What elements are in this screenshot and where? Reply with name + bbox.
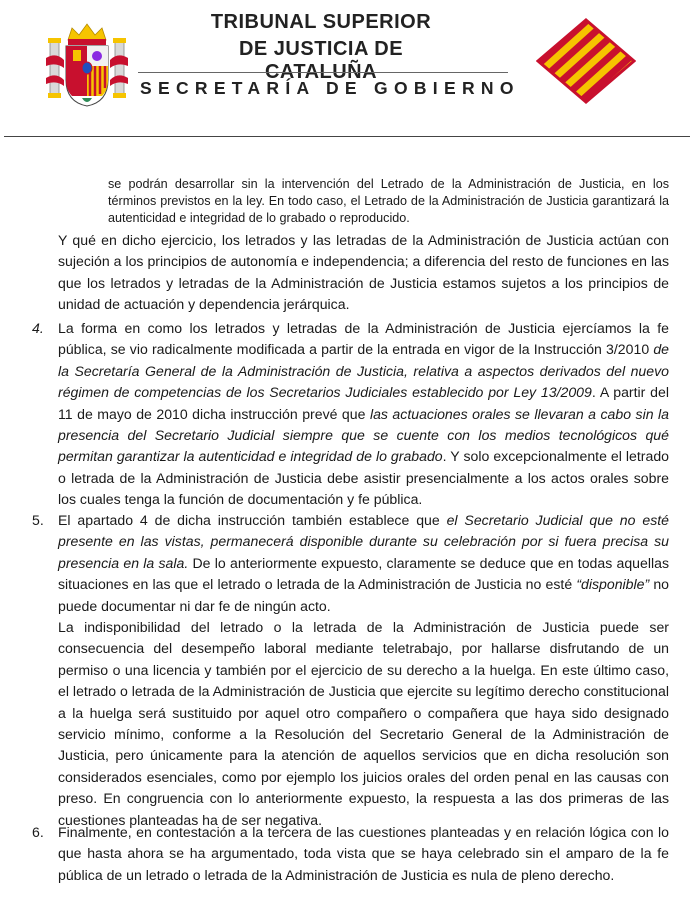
item-number-6: 6. (32, 824, 44, 840)
header-title-line2: DE JUSTICIA DE CATALUÑA (238, 38, 404, 83)
paragraph-indisponibilidad: La indisponibilidad del letrado o la letrada de la Administración de Justicia puede ser consecuencia del desempeño laboral mediante teletrabajo, por hallarse disfrutando de un permiso o una licencia y también por el ejercicio de su derecho a la huelga. En este último caso, el letrado o letrada de la Administración de Justicia que ejercite su legítimo derecho constitucional a la huelga será sustituido por aquel otro compañero o compañera que haya sido designado servicio mínimo, conforme a la Resolución del Secretario General de la Administración de Justicia, pero únicamente para la atención de aquellos servicios que en dicha resolución son considerados esenciales, como por ejemplo los juicios orales del orden penal en las causas con preso. En congruencia con lo anteriormente expuesto, la respuesta a las dos primeras de las cuestiones planteadas ha de ser negativa. (58, 619, 669, 828)
spain-coat-of-arms-icon (46, 22, 128, 108)
p5-italic-1: el Secretario Judicial que no esté presente en las vistas, permanecerá disponible durante su celebración por si fuera precisa su presencia en la sala. (58, 512, 669, 571)
item-number-4: 4. (32, 320, 44, 336)
p5-italic-2: “disponible” (576, 576, 650, 593)
header-bottom-rule (4, 136, 690, 137)
item-number-5: 5. (32, 512, 44, 528)
p4-italic-2: las actuaciones orales se llevaran a cabo sin la presencia del Secretario Judicial siempre que se cuente con los medios tecnológicos qué permitan garantizar la autenticidad e integridad de lo grabado (58, 405, 670, 465)
p5-text-1: El apartado 4 de dicha instrucción también establece que (58, 512, 447, 528)
paragraph-5 (58, 510, 669, 617)
paragraph-6: Finalmente, en contestación a la tercera de las cuestiones planteadas y en relación lógica con lo que hasta ahora se ha argumentado, toda vista que se haya celebrado sin el amparo de la fe pública de un letrado o letrada de la Administración de Justicia es nula de pleno derecho. (58, 824, 669, 883)
header-title-line1: TRIBUNAL SUPERIOR (210, 11, 432, 33)
paragraph-4 (58, 318, 669, 511)
paragraph-intro: Y qué en dicho ejercicio, los letrados y las letradas de la Administración de Justicia actúan con sujeción a los principios de autonomía e independencia; a diferencia del resto de funciones en las que los letrados y letradas de la Administración de Justicia estamos sujetos a los principios de unidad de actuación y dependencia jerárquica. (58, 232, 669, 313)
header-subtitle: SECRETARÍA DE GOBIERNO (140, 78, 520, 98)
quoted-text: se podrán desarrollar sin la intervención del Letrado de la Administración de Justicia, en los términos previstos en la ley. En todo caso, el Letrado de la Administración de Justicia garantizará la autenticidad e integridad de lo grabado o reproducido. (108, 177, 669, 226)
catalan-flag-diamond-icon (536, 18, 636, 104)
p4-text-3: . Y solo excepcionalmente el letrado o letrada de la Administración de Justicia debe asistir presencialmente a los actos orales sobre los cuales tenga la función de documentación y fe pública. (58, 448, 669, 508)
p4-text-2: . A partir del 11 de mayo de 2010 dicha instrucción prevé que (58, 384, 669, 422)
header-divider (138, 72, 508, 73)
p4-italic-1: de la Secretaría General de la Administración de Justicia, relativa a aspectos derivados del nuevo régimen de competencias de los Secretarios Judiciales establecido por Ley 13/2009 (58, 341, 669, 401)
p5-text-3: no puede documentar ni dar fe de ningún acto. (58, 576, 670, 614)
p5-text-2: De lo anteriormente expuesto, claramente se deduce que en todas aquellas situaciones en las que el letrado o letrada de la Administración de Justicia no esté (58, 554, 669, 593)
p4-text-1: La forma en como los letrados y letradas de la Administración de Justicia ejercíamos la fe pública, se vio radicalmente modificada a partir de la entrada en vigor de la Instrucción 3/2010 (58, 320, 669, 358)
letterhead (0, 0, 694, 120)
